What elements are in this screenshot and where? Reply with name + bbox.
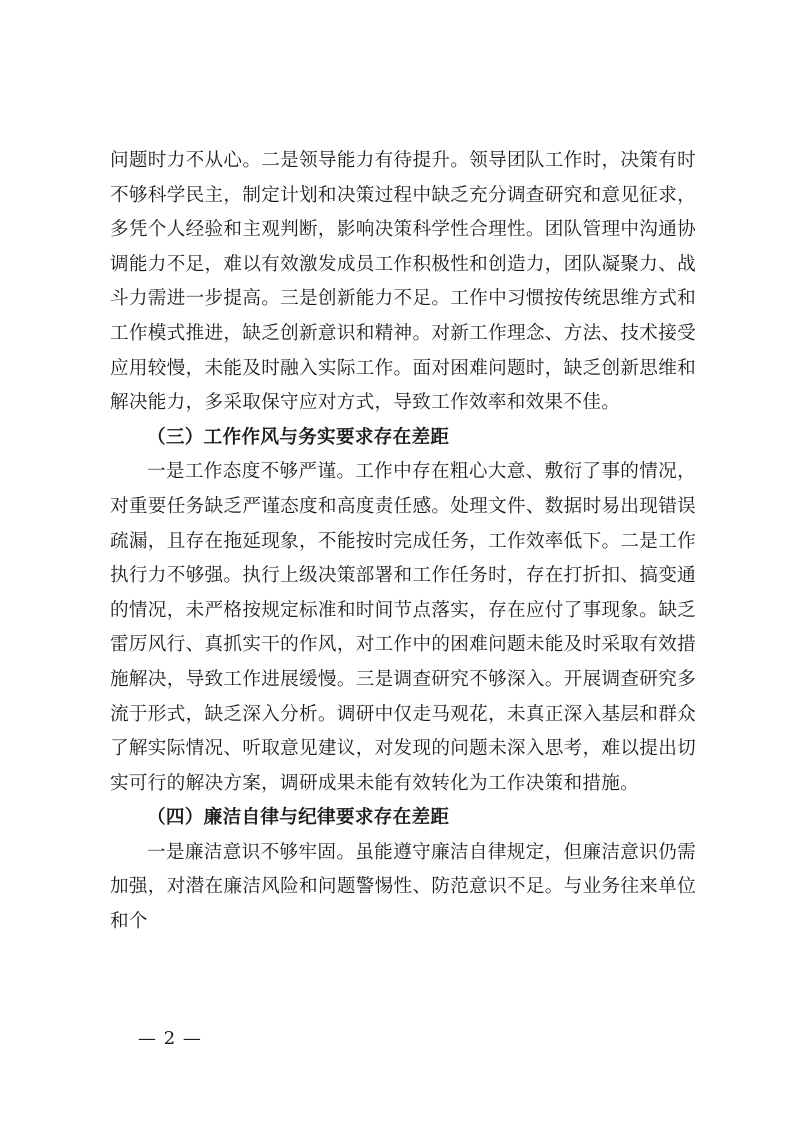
paragraph-integrity: 一是廉洁意识不够牢固。虽能遵守廉洁自律规定，但廉洁意识仍需加强，对潜在廉洁风险和问题警惕性、防范意识不足。与业务往来单位和个 (110, 841, 696, 933)
section-heading-4: （四）廉洁自律与纪律要求存在差距 (147, 807, 450, 829)
section-heading-3: （三）工作作风与务实要求存在差距 (147, 426, 450, 448)
page-number: — 2 — (138, 1028, 202, 1049)
paragraph-work-style: 一是工作态度不够严谨。工作中存在粗心大意、敷衍了事的情况，对重要任务缺乏严谨态度和高度责任感。处理文件、数据时易出现错误疏漏，且存在拖延现象，不能按时完成任务，工作效率低下。二是工作执行力不够强。执行上级决策部署和工作任务时，存在打折扣、搞变通的情况，未严格按规定标准和时间节点落实，存在应付了事现象。缺乏雷厉风行、真抓实干的作风，对工作中的困难问题未能及时采取有效措施解决，导致工作进展缓慢。三是调查研究不够深入。开展调查研究多流于形式，缺乏深入分析。调研中仅走马观花，未真正深入基层和群众了解实际情况、听取意见建议，对发现的问题未深入思考，难以提出切实可行的解决方案，调研成果未能有效转化为工作决策和措施。 (110, 461, 696, 794)
paragraph-continuation: 问题时力不从心。二是领导能力有待提升。领导团队工作时，决策有时不够科学民主，制定计划和决策过程中缺乏充分调查研究和意见征求，多凭个人经验和主观判断，影响决策科学性合理性。团队管理中沟通协调能力不足，难以有效激发成员工作积极性和创造力，团队凝聚力、战斗力需进一步提高。三是创新能力不足。工作中习惯按传统思维方式和工作模式推进，缺乏创新意识和精神。对新工作理念、方法、技术接受应用较慢，未能及时融入实际工作。面对困难问题时，缺乏创新思维和解决能力，多采取保守应对方式，导致工作效率和效果不佳。 (110, 150, 696, 414)
document-body (110, 144, 696, 940)
